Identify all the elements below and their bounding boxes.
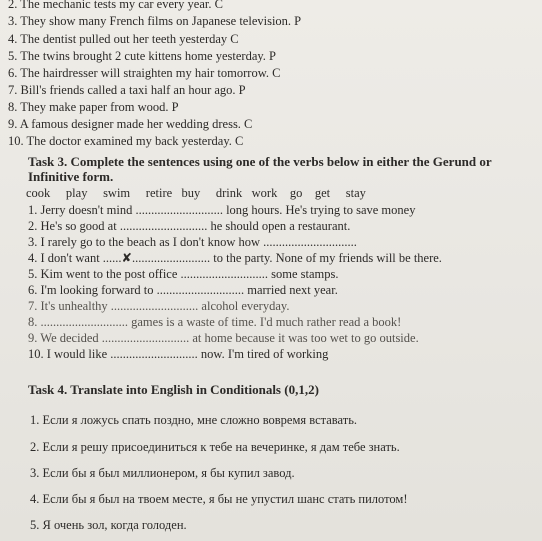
task3-item-8: 8. ............................ games is a waste of time. I'd much rather read a book! <box>28 315 402 329</box>
task4-item-5: 5. Я очень зол, когда голоден. <box>30 518 187 532</box>
task3-item-9: 9. We decided ............................ at home because it was too wet to go outside. <box>28 331 419 345</box>
task2-item-9: 9. A famous designer made her wedding dress. C <box>8 117 253 131</box>
task3-item-7: 7. It's unhealthy ............................ alcohol everyday. <box>28 299 290 313</box>
task3-item-2: 2. He's so good at ............................ he should open a restaurant. <box>28 219 351 233</box>
task2-item-10: 10. The doctor examined my back yesterday. C <box>8 134 244 148</box>
task2-item-8: 8. They make paper from wood. P <box>8 100 179 114</box>
task2-item-2: 2. The mechanic tests my car every year. C <box>8 0 223 11</box>
task4-item-1: 1. Если я ложусь спать поздно, мне сложно вовремя вставать. <box>30 413 358 427</box>
task2-item-4: 4. The dentist pulled out her teeth yesterday C <box>8 32 239 46</box>
task4-item-3: 3. Если бы я был миллионером, я бы купил завод. <box>30 466 295 480</box>
task3-title-cont: Infinitive form. <box>28 169 114 184</box>
task3-item-4: 4. I don't want ......✘......................... to the party. None of my friends will be there. <box>28 251 442 265</box>
task3-verb-list: cook play swim retire buy drink work go get stay <box>26 186 366 200</box>
task2-item-7: 7. Bill's friends called a taxi half an hour ago. P <box>8 83 246 97</box>
task3-item-10: 10. I would like ............................ now. I'm tired of working <box>28 347 329 361</box>
task2-item-6: 6. The hairdresser will straighten my hair tomorrow. C <box>8 66 281 80</box>
task4-item-4: 4. Если бы я был на твоем месте, я бы не упустил шанс стать пилотом! <box>30 492 408 506</box>
task2-item-5: 5. The twins brought 2 cute kittens home yesterday. P <box>8 49 277 63</box>
task4-title: Task 4. Translate into English in Conditionals (0,1,2) <box>28 382 319 397</box>
task3-item-3: 3. I rarely go to the beach as I don't know how .............................. <box>28 235 357 249</box>
task3-item-5: 5. Kim went to the post office ............................ some stamps. <box>28 267 339 281</box>
task3-item-1: 1. Jerry doesn't mind ............................ long hours. He's trying to save money <box>28 203 416 217</box>
task4-item-2: 2. Если я решу присоединиться к тебе на вечеринке, я дам тебе знать. <box>30 440 400 454</box>
task2-item-3: 3. They show many French films on Japanese television. P <box>8 14 302 28</box>
task3-item-6: 6. I'm looking forward to ............................ married next year. <box>28 283 338 297</box>
task3-title: Task 3. Complete the sentences using one of the verbs below in either the Gerund or <box>28 154 492 169</box>
